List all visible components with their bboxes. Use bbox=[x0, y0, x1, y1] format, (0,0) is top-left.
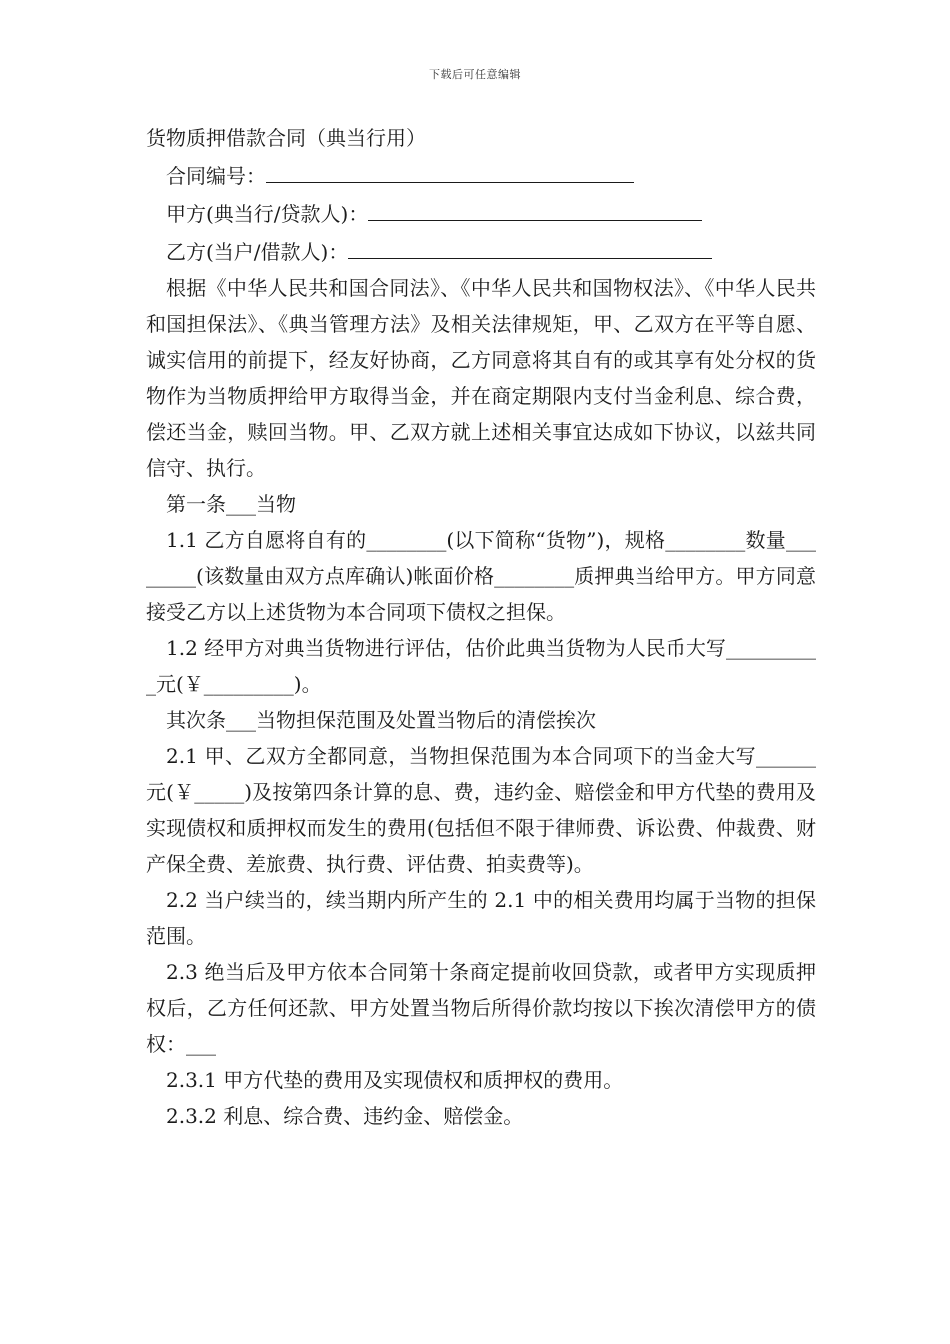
party-a-row bbox=[146, 194, 816, 232]
preamble-paragraph: 根据《中华人民共和国合同法》、《中华人民共和国物权法》、《中华人民共和国担保法》、《典当管理方法》及相关法律规矩，甲、乙双方在平等自愿、诚实信用的前提下，经友好协商，乙方同意将其自有的或其享有处分权的货物作为当物质押给甲方取得当金，并在商定期限内支付当金利息、综合费，偿还当金，赎回当物。甲、乙双方就上述相关事宜达成如下协议，以兹共同信守、执行。 bbox=[146, 276, 816, 480]
clause-2-2: 2.2 当户续当的，续当期内所产生的 2.1 中的相关费用均属于当物的担保范围。 bbox=[146, 888, 816, 948]
party-b-blank bbox=[348, 232, 712, 259]
clause-2-3: 2.3 绝当后及甲方依本合同第十条商定提前收回贷款，或者甲方实现质押权后，乙方任何还款、甲方处置当物后所得价款均按以下挨次清偿甲方的债权：___ bbox=[146, 960, 816, 1056]
party-a-label: 甲方(典当行/贷款人)： bbox=[166, 202, 369, 226]
clause-2-1: 2.1 甲、乙双方全都同意，当物担保范围为本合同项下的当金大写______元(￥_____)及按第四条计算的息、费，违约金、赔偿金和甲方代垫的费用及实现债权和质押权而发生的费用(包括但不限于律师费、诉讼费、仲裁费、财产保全费、差旅费、执行费、评估费、拍卖费等)。 bbox=[146, 744, 816, 876]
party-b-row bbox=[146, 232, 816, 270]
contract-number-label: 合同编号： bbox=[166, 164, 266, 188]
party-b-label: 乙方(当户/借款人)： bbox=[166, 240, 349, 264]
document-body bbox=[146, 120, 816, 1134]
page-header: 下载后可任意编辑 bbox=[429, 68, 521, 81]
party-a-blank bbox=[368, 194, 702, 221]
clause-2-3-1: 2.3.1 甲方代垫的费用及实现债权和质押权的费用。 bbox=[166, 1068, 624, 1092]
article-1-title: 第一条___当物 bbox=[166, 492, 296, 516]
article-2-title: 其次条___当物担保范围及处置当物后的清偿挨次 bbox=[166, 708, 596, 732]
clause-2-3-2: 2.3.2 利息、综合费、违约金、赔偿金。 bbox=[166, 1104, 524, 1128]
contract-number-blank bbox=[266, 156, 634, 183]
clause-1-2: 1.2 经甲方对典当货物进行评估，估价此典当货物为人民币大写__________元(￥_________)。 bbox=[146, 636, 816, 696]
contract-number-row bbox=[146, 156, 816, 194]
clause-1-1: 1.1 乙方自愿将自有的________(以下简称“货物”)，规格________数量________(该数量由双方点库确认)帐面价格________质押典当给甲方。甲方同意接受乙方以上述货物为本合同项下债权之担保。 bbox=[146, 528, 816, 624]
contract-title: 货物质押借款合同（典当行用） bbox=[146, 126, 426, 150]
